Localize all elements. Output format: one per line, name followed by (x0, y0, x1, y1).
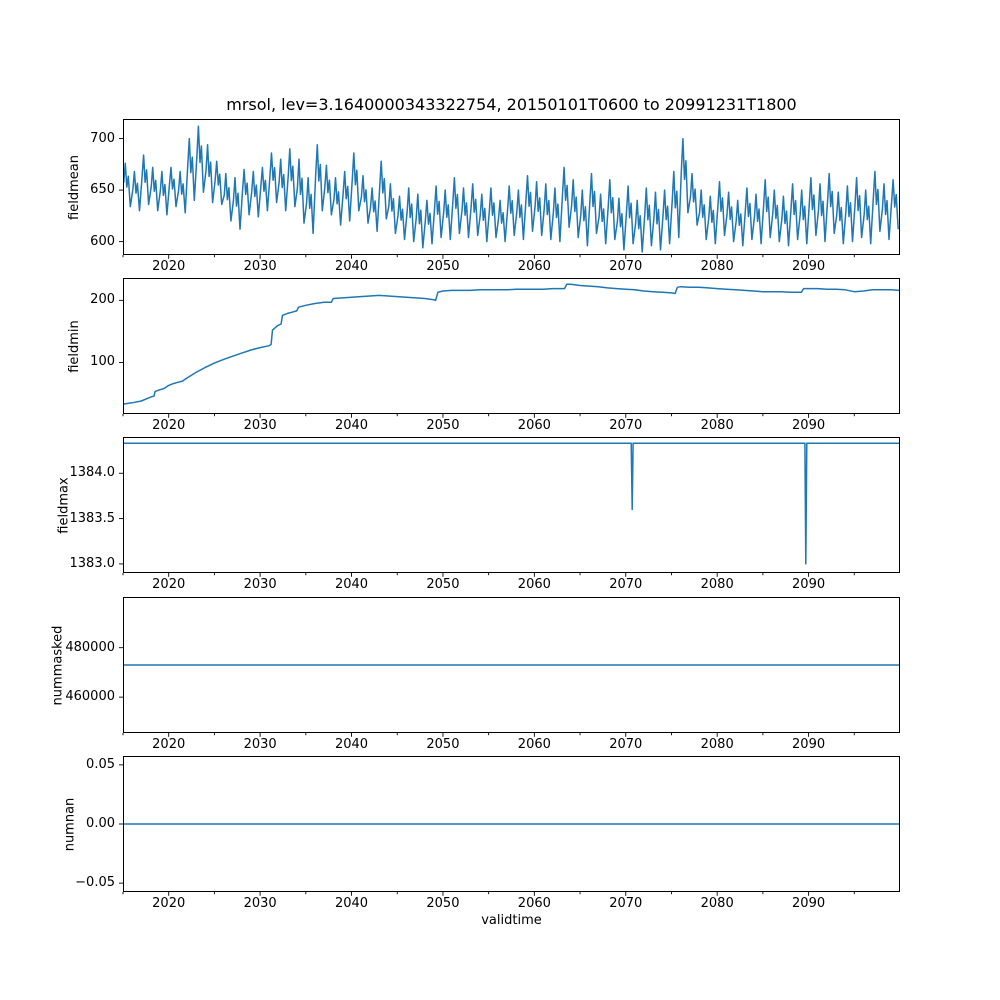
y-tick-label: 1383.0 (69, 555, 115, 571)
fieldmean-series-line (124, 126, 899, 252)
x-tick-label: 2030 (243, 259, 277, 274)
x-tick-label: 2030 (243, 737, 277, 752)
x-tick-label: 2080 (700, 259, 734, 274)
x-tick-label: 2020 (152, 577, 186, 592)
x-tick-label: 2030 (243, 577, 277, 592)
x-tick-label: 2050 (426, 737, 460, 752)
y-tick-label: 600 (90, 233, 115, 249)
y-tick-label: 200 (90, 292, 115, 308)
x-tick-label: 2060 (517, 418, 551, 433)
x-tick-label: 2080 (700, 737, 734, 752)
x-tick-label: 2090 (792, 259, 826, 274)
fieldmin-series-line (123, 284, 899, 404)
x-tick-label: 2070 (609, 896, 643, 911)
x-tick-label: 2080 (700, 577, 734, 592)
ylabel-fieldmax: fieldmax (56, 476, 72, 534)
x-tick-label: 2040 (334, 737, 369, 752)
y-tick-label: 1383.5 (69, 510, 115, 526)
ylabel-numnan: numnan (62, 797, 78, 851)
x-tick-label: 2070 (609, 418, 643, 433)
figure-title: mrsol, lev=3.1640000343322754, 20150101T0600 to 20991231T1800 (226, 95, 797, 114)
x-tick-label: 2080 (700, 418, 734, 433)
y-tick-label: 100 (90, 354, 115, 370)
fieldmin-axes-spine (124, 279, 900, 414)
x-tick-label: 2050 (426, 418, 460, 433)
subplot-numnan-axes (123, 756, 900, 892)
subplot-fieldmean-axes (123, 119, 900, 255)
y-tick-label: 480000 (65, 639, 115, 655)
y-tick-label: 700 (90, 130, 115, 146)
x-axis-label: validtime (481, 913, 542, 928)
fieldmax-plot-svg (123, 437, 900, 573)
fieldmax-series-line (123, 443, 899, 564)
y-tick-label: 0.05 (86, 756, 115, 772)
fieldmean-plot-svg (123, 119, 900, 255)
x-tick-label: 2020 (152, 259, 186, 274)
x-tick-label: 2070 (609, 737, 643, 752)
x-tick-label: 2070 (609, 577, 643, 592)
x-tick-label: 2090 (792, 896, 826, 911)
numnan-plot-svg (123, 756, 900, 892)
x-tick-label: 2080 (700, 896, 734, 911)
y-tick-label: 650 (90, 182, 115, 198)
nummasked-plot-svg (123, 597, 900, 733)
ylabel-nummasked: nummasked (50, 625, 66, 705)
y-tick-label: 460000 (65, 689, 115, 705)
x-tick-label: 2090 (792, 737, 826, 752)
x-tick-label: 2020 (152, 737, 186, 752)
x-tick-label: 2060 (517, 737, 551, 752)
x-tick-label: 2020 (152, 896, 186, 911)
ylabel-fieldmin: fieldmin (66, 319, 82, 373)
x-tick-label: 2040 (334, 259, 369, 274)
ylabel-fieldmean: fieldmean (66, 154, 82, 220)
y-tick-label: −0.05 (75, 875, 115, 891)
y-tick-label: 0.00 (86, 816, 115, 831)
x-tick-label: 2030 (243, 896, 277, 911)
subplot-fieldmin-axes (123, 278, 900, 414)
subplot-fieldmax-axes (123, 437, 900, 573)
x-tick-label: 2060 (517, 577, 551, 592)
x-tick-label: 2060 (517, 896, 551, 911)
fieldmin-plot-svg (123, 278, 900, 414)
x-tick-label: 2040 (334, 896, 369, 911)
x-tick-label: 2040 (334, 577, 369, 592)
subplot-nummasked-axes (123, 597, 900, 733)
x-tick-label: 2020 (152, 418, 186, 433)
x-tick-label: 2060 (517, 259, 551, 274)
x-tick-label: 2050 (426, 896, 460, 911)
x-tick-label: 2050 (426, 577, 460, 592)
x-tick-label: 2030 (243, 418, 277, 433)
x-tick-label: 2070 (609, 259, 643, 274)
fieldmax-axes-spine (124, 438, 900, 573)
y-tick-label: 1384.0 (69, 465, 115, 481)
fieldmean-axes-spine (124, 120, 900, 255)
x-tick-label: 2040 (334, 418, 369, 433)
x-tick-label: 2050 (426, 259, 460, 274)
x-tick-label: 2090 (792, 418, 826, 433)
x-tick-label: 2090 (792, 577, 826, 592)
